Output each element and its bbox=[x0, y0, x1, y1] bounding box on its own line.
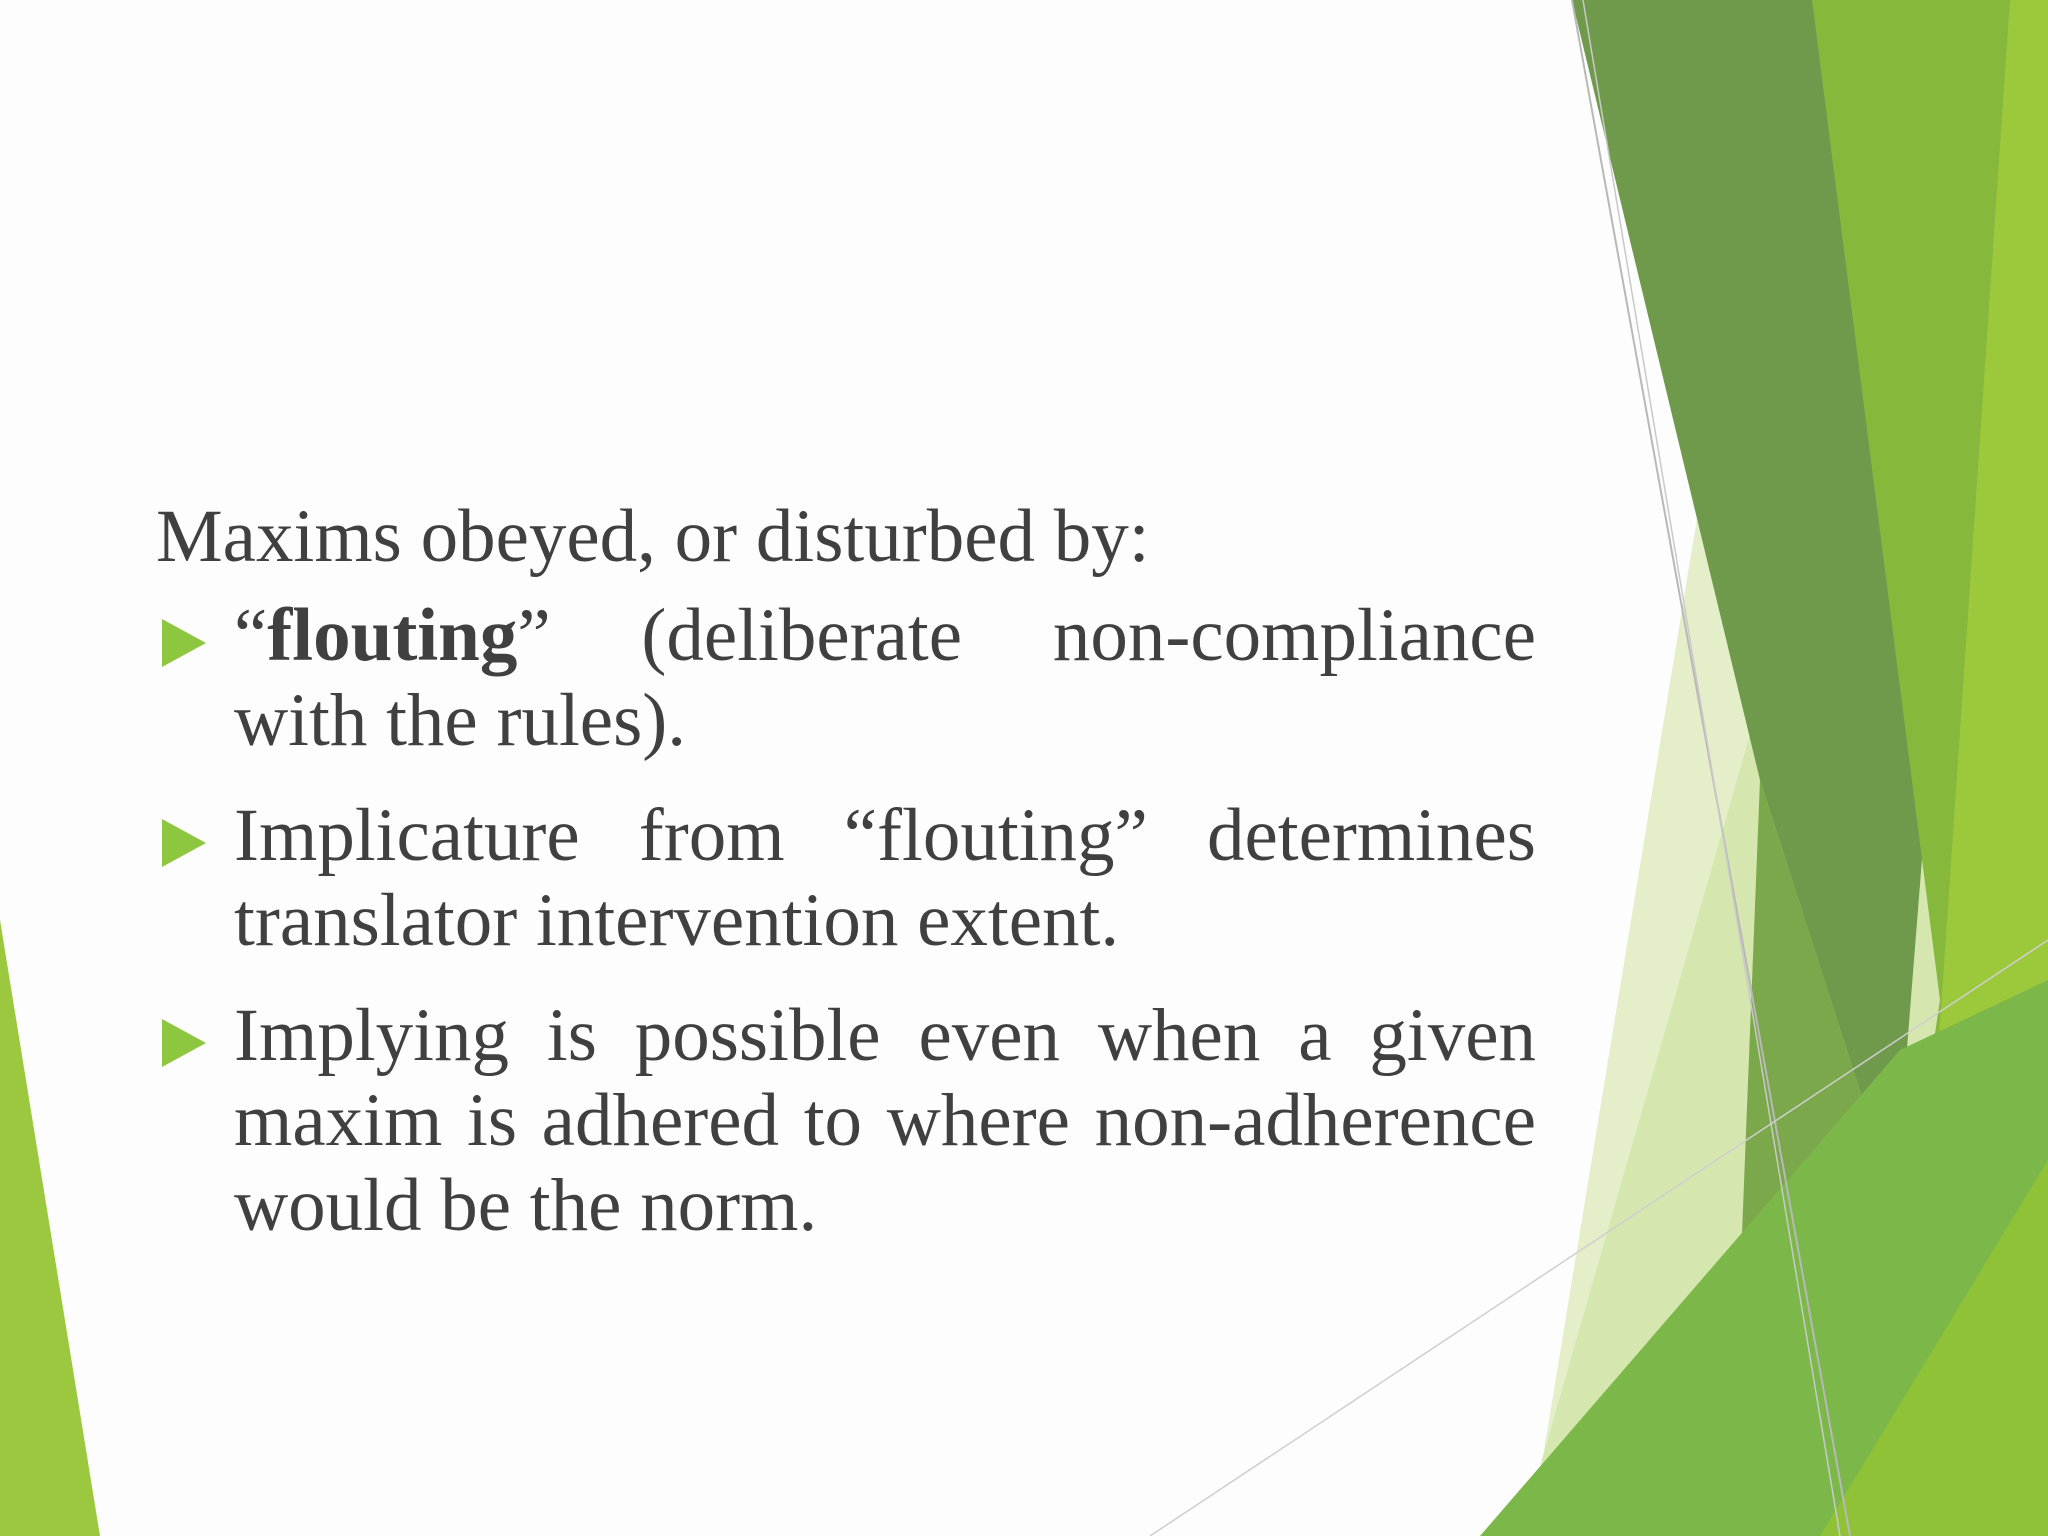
triangle-right-icon bbox=[156, 993, 234, 1078]
bullet-text: Implicature from “flouting” determines translator intervention extent. bbox=[234, 794, 1536, 962]
bullet-list bbox=[156, 593, 1536, 1248]
left-accent-shape bbox=[0, 920, 100, 1536]
triangle-right-icon bbox=[156, 593, 234, 678]
triangle-right-icon bbox=[156, 793, 234, 878]
bullet-item bbox=[156, 793, 1536, 963]
bullet-text: “flouting” (deliberate non-compliance with the rules). bbox=[234, 594, 1536, 762]
slide-content bbox=[156, 494, 1536, 1278]
bullet-text: Implying is possible even when a given maxim is adhered to where non-adherence would be the norm. bbox=[234, 994, 1536, 1247]
bullet-item bbox=[156, 993, 1536, 1248]
emphasis-flouting: flouting bbox=[267, 594, 518, 677]
intro-line: Maxims obeyed, or disturbed by: bbox=[156, 495, 1150, 578]
bullet-item bbox=[156, 593, 1536, 763]
